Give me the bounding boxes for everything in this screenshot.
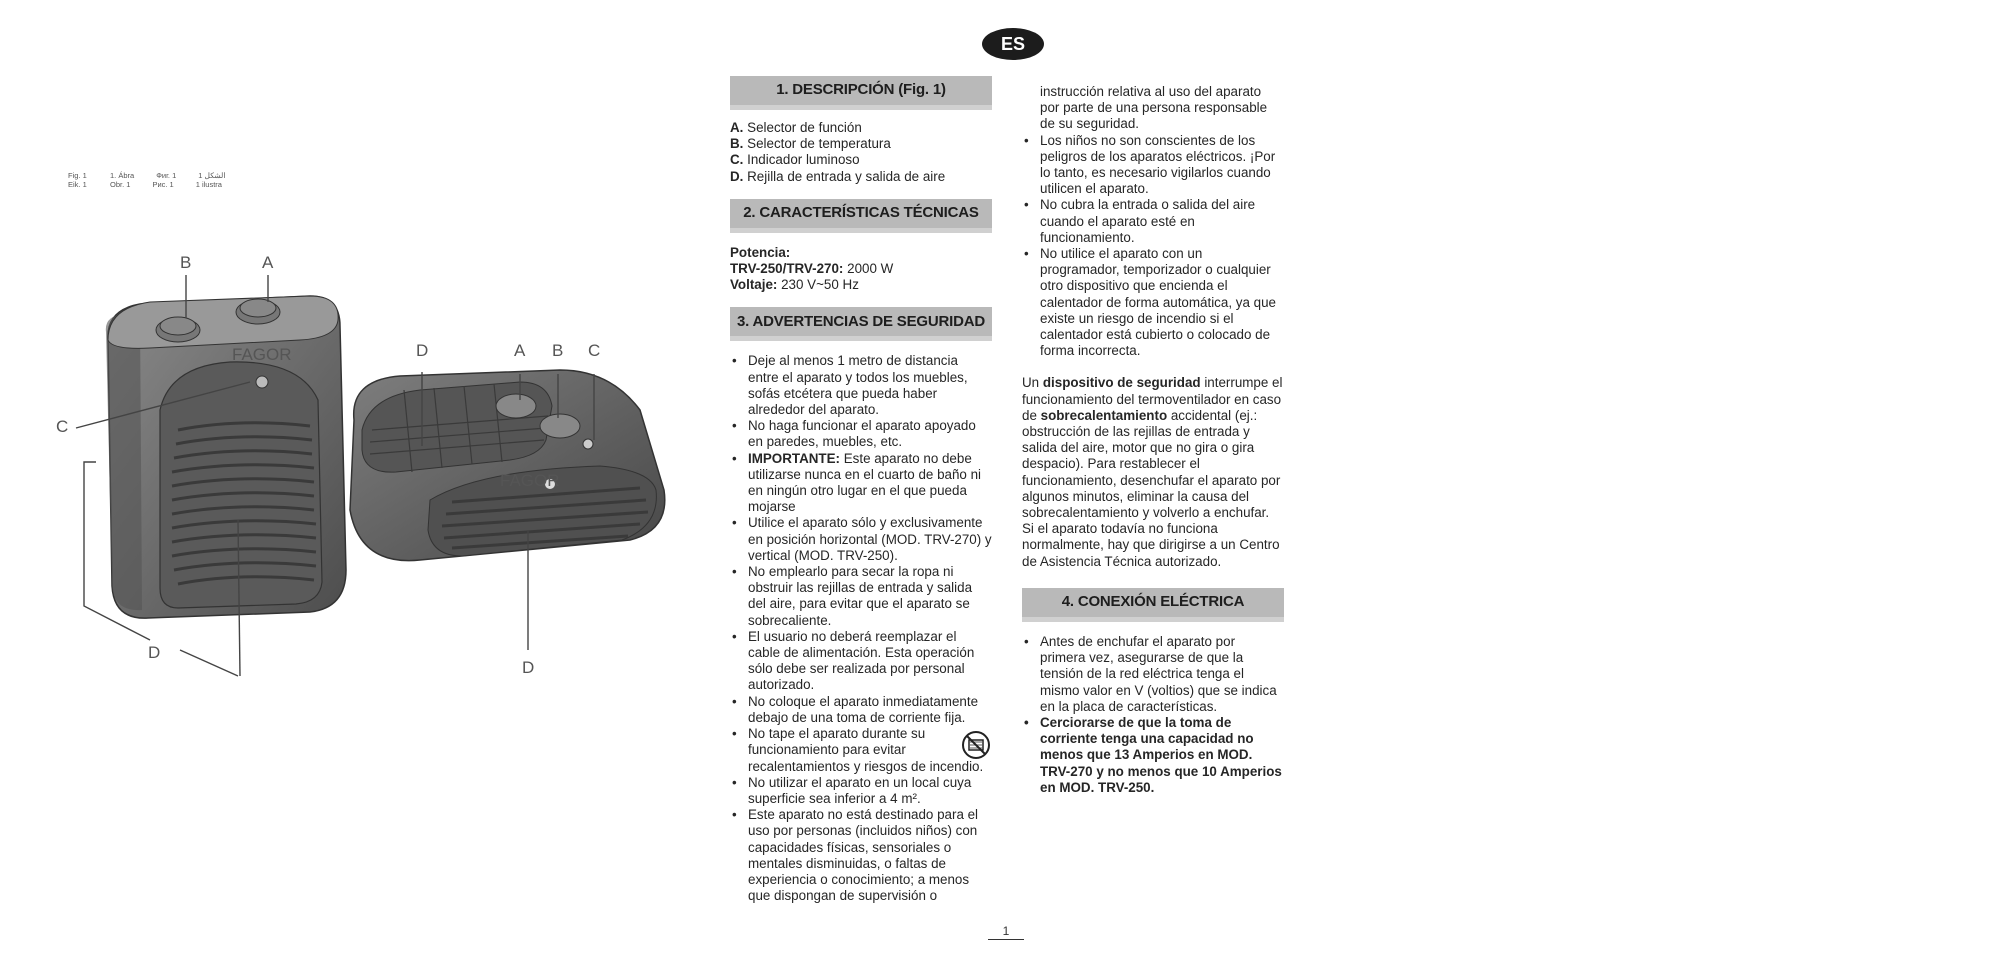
horizontal-heater (350, 370, 665, 561)
spec-power (730, 245, 992, 261)
label-d-horizontal-bottom: D (522, 658, 535, 677)
label-d-horizontal-top: D (416, 341, 429, 360)
caption-cell: Eik. 1 (68, 180, 87, 189)
caption-cell: 1 الشكل (198, 171, 226, 180)
label-a-vertical: A (262, 253, 274, 272)
label-c-horizontal: C (588, 341, 601, 360)
list-item: • No coloque el aparato inmediatamente debajo de una toma de corriente fija. (730, 694, 992, 726)
caption-row-1 (68, 171, 225, 180)
list-item (730, 451, 992, 516)
vertical-heater (106, 296, 346, 618)
language-badge: ES (982, 28, 1044, 60)
para-text: accidental (ej.: obstrucción de las rejillas de entrada y salida del aire, motor que no gira o gira despacio). Para restablecer el funcionamiento, desenchufar el aparato por algunos minutos, eliminar la causa del sobrecalentamiento y volverlo a enchufar. Si el aparato todavía no funciona normalmente, hay que dirigirse a un Centro de Asistencia Técnica autorizado. (1022, 407, 1281, 569)
label-c-vertical: C (56, 417, 69, 436)
item-text: Indicador luminoso (747, 152, 860, 168)
list-item (730, 120, 992, 136)
para-bold: sobrecalentamiento (1040, 407, 1168, 423)
list-item: • El usuario no deberá reemplazar el cable de alimentación. Esta operación sólo debe ser realizada por personal autorizado. (730, 629, 992, 694)
safety-warnings-list-continued (1022, 84, 1284, 359)
section-heading-description: 1. DESCRIPCIÓN (Fig. 1) (730, 76, 992, 110)
important-text: Este aparato no debe utilizarse nunca en el cuarto de baño ni en ningún otro lugar en el que pueda mojarse (748, 450, 982, 515)
brand-logo-horizontal: FAGOR (500, 471, 560, 490)
list-item: • No utilice el aparato con un programador, temporizador o cualquier otro dispositivo que encienda el calentador de forma automática, ya que existe un riesgo de incendio si el calentador está cubierto o colocado de forma incorrecta. (1022, 246, 1284, 359)
heater-diagram (0, 230, 720, 700)
list-item: • Cerciorarse de que la toma de corriente tenga una capacidad no menos que 13 Amperios en MOD. TRV-270 y no menos que 10 Amperios en MOD. TRV-250. (1022, 715, 1284, 796)
label-a-horizontal: A (514, 341, 526, 360)
spec-label: Potencia: (730, 244, 791, 260)
section-heading-specs: 2. CARACTERÍSTICAS TÉCNICAS (730, 199, 992, 233)
caption-cell: Obr. 1 (110, 180, 131, 189)
list-item: • No emplearlo para secar la ropa ni obstruir las rejillas de entrada y salida del aire, para evitar que el aparato se sobrecaliente. (730, 564, 992, 629)
item-text: Rejilla de entrada y salida de aire (747, 168, 946, 184)
para-text: Un (1022, 375, 1043, 391)
description-list (730, 120, 992, 185)
spec-label: Voltaje: (730, 277, 778, 293)
list-item: • Antes de enchufar el aparato por primera vez, asegurarse de que la tensión de la red eléctrica tenga el mismo valor en V (voltios) que se indica en la placa de características. (1022, 634, 1284, 715)
list-item: • Utilice el aparato sólo y exclusivamente en posición horizontal (MOD. TRV-270) y vertical (MOD. TRV-250). (730, 515, 992, 564)
spec-value: 230 V~50 Hz (781, 277, 859, 293)
list-item: • No utilizar el aparato en un local cuya superficie sea inferior a 4 m². (730, 775, 992, 807)
list-item (730, 152, 992, 168)
technical-specs (730, 245, 992, 294)
page-number: 1 (988, 924, 1024, 940)
item-key: C. (730, 152, 744, 168)
important-label: IMPORTANTE: (748, 450, 840, 466)
text-column-right (1022, 84, 1284, 796)
caption-row-2 (68, 180, 225, 189)
do-not-cover-icon (961, 730, 991, 760)
list-item: • Deje al menos 1 metro de distancia entre el aparato y todos los muebles, sofás etcétera que pueda haber alrededor del aparato. (730, 353, 992, 418)
item-text: Selector de función (747, 120, 862, 135)
caption-cell: 1. Ábra (110, 171, 135, 180)
item-key: D. (730, 168, 744, 184)
caption-cell: Фиг. 1 (156, 171, 177, 180)
item-text: Selector de temperatura (747, 136, 891, 152)
para-text: interrumpe el funcionamiento del termoventilador en caso de (1022, 375, 1283, 423)
item-key: B. (730, 136, 744, 152)
section-heading-safety: 3. ADVERTENCIAS DE SEGURIDAD (730, 307, 992, 341)
spec-label: TRV-250/TRV-270: (730, 261, 844, 277)
list-item: • Los niños no son conscientes de los peligros de los aparatos eléctricos. ¡Por lo tanto, es necesario vigilarlos cuando utilicen el aparato. (1022, 133, 1284, 198)
spec-value: 2000 W (847, 261, 894, 277)
figure-caption (68, 171, 225, 189)
electrical-connection-list (1022, 634, 1284, 796)
item-key: A. (730, 120, 744, 135)
list-item: • No haga funcionar el aparato apoyado en paredes, muebles, etc. (730, 418, 992, 450)
list-item: • Este aparato no está destinado para el uso por personas (incluidos niños) con capacidades físicas, sensoriales o mentales disminuidas, o faltas de experiencia o conocimiento; a menos que dispongan de supervisión o (730, 807, 992, 904)
safety-device-paragraph (1022, 375, 1284, 569)
caption-cell: 1 ilustra (195, 180, 222, 189)
caption-cell: Fig. 1 (68, 171, 87, 180)
list-item (730, 169, 992, 185)
safety-warnings-list (730, 353, 992, 904)
text-column-left (730, 76, 992, 904)
list-item: • No tape el aparato durante su funcionamiento para evitar recalentamientos y riesgos de incendio. (730, 726, 992, 775)
heater-illustration (0, 230, 720, 700)
para-bold: dispositivo de seguridad (1042, 375, 1201, 391)
label-b-horizontal: B (552, 341, 564, 360)
brand-logo-vertical: FAGOR (232, 345, 292, 364)
caption-cell: Рис. 1 (152, 180, 174, 189)
spec-voltage (730, 277, 992, 293)
section-heading-electrical: 4. CONEXIÓN ELÉCTRICA (1022, 588, 1284, 622)
list-item (730, 136, 992, 152)
label-b-vertical: B (180, 253, 192, 272)
label-d-vertical: D (148, 643, 161, 662)
list-item-continuation: instrucción relativa al uso del aparato por parte de una persona responsable de su seguridad. (1040, 84, 1268, 132)
spec-model (730, 261, 992, 277)
list-item: • No cubra la entrada o salida del aire cuando el aparato esté en funcionamiento. (1022, 197, 1284, 246)
